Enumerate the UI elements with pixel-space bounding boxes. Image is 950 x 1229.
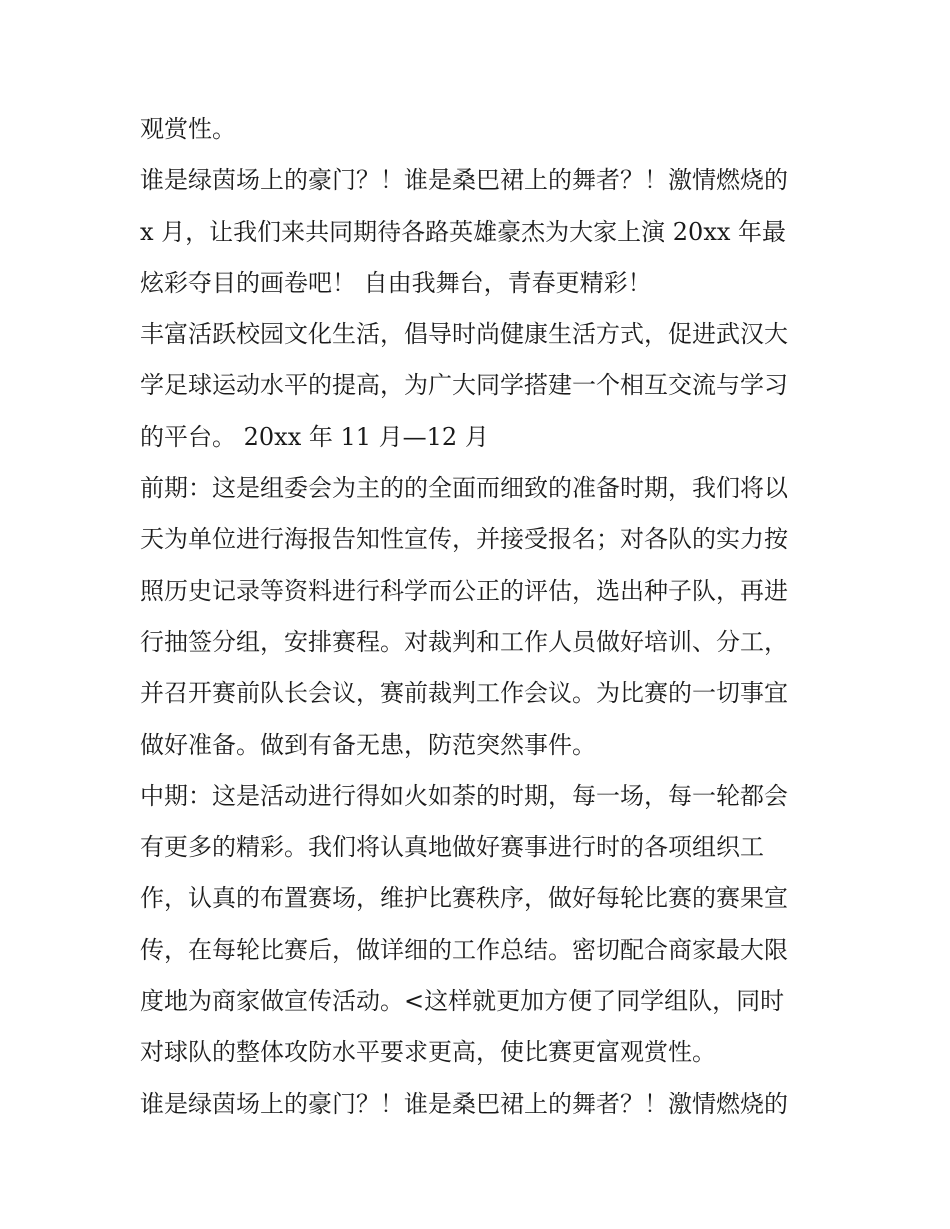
text-line: x 月，让我们来共同期待各路英雄豪杰为大家上演 20xx 年最 [140,217,787,246]
text-line: 有更多的精彩。我们将认真地做好赛事进行时的各项组织工 [140,833,764,862]
text-line: 丰富活跃校园文化生活，倡导时尚健康生活方式，促进武汉大 [140,320,788,349]
text-line: 炫彩夺目的画卷吧！ 自由我舞台，青春更精彩！ [140,268,652,297]
text-line: 观赏性。 [140,115,236,143]
text-line: 照历史记录等资料进行科学而公正的评估，选出种子队，再进 [140,576,788,605]
text-line: 谁是绿茵场上的豪门？！谁是桑巴裙上的舞者？！激情燃烧的 [140,1089,788,1118]
text-line: 学足球运动水平的提高，为广大同学搭建一个相互交流与学习 [140,371,788,400]
text-line: 度地为商家做宣传活动。<这样就更加方便了同学组队，同时 [140,987,785,1016]
text-line: 谁是绿茵场上的豪门？！谁是桑巴裙上的舞者？！激情燃烧的 [140,166,788,195]
text-line: 的平台。 20xx 年 11 月—12 月 [140,422,489,451]
text-line: 行抽签分组，安排赛程。对裁判和工作人员做好培训、分工， [140,627,788,656]
text-line: 传，在每轮比赛后，做详细的工作总结。密切配合商家最大限 [140,935,788,964]
text-line: 作，认真的布置赛场，维护比赛秩序，做好每轮比赛的赛果宣 [140,884,788,913]
text-line: 天为单位进行海报告知性宣传，并接受报名；对各队的实力按 [140,525,788,554]
text-line: 中期：这是活动进行得如火如荼的时期，每一场，每一轮都会 [140,781,788,810]
document-body [140,104,820,1130]
text-line: 前期：这是组委会为主的的全面而细致的准备时期，我们将以 [140,474,788,503]
text-line: 做好准备。做到有备无患，防范突然事件。 [140,730,596,759]
text-line: 对球队的整体攻防水平要求更高，使比赛更富观赏性。 [140,1038,716,1067]
text-line: 并召开赛前队长会议，赛前裁判工作会议。为比赛的一切事宜 [140,679,788,708]
